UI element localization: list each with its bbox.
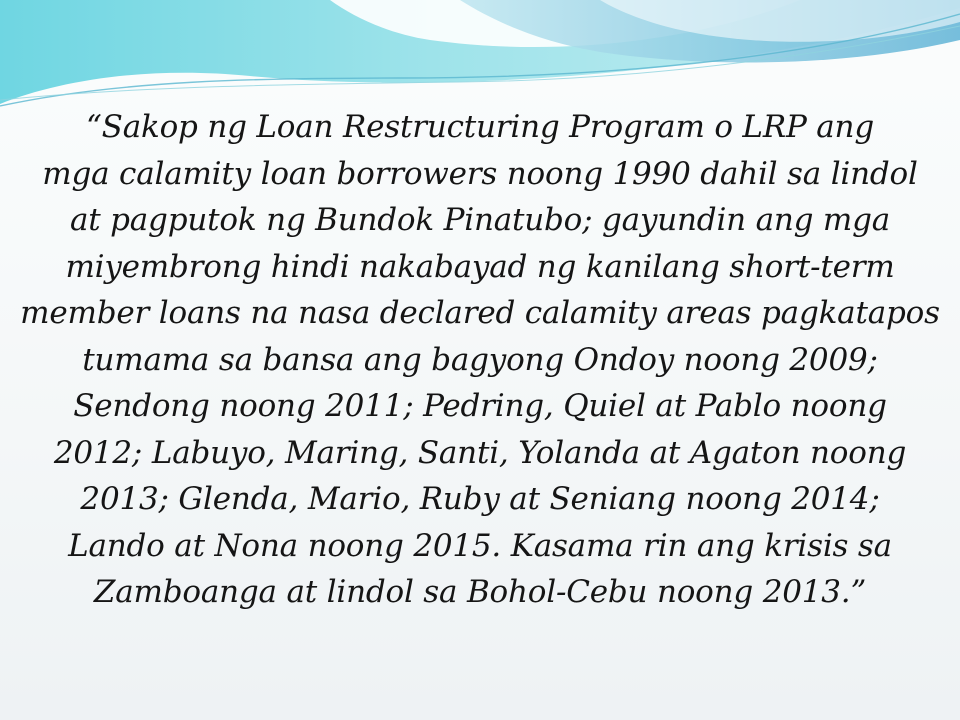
quote-line: miyembrong hindi nakabayad ng kanilang short-term (65, 248, 895, 285)
quote-line: member loans na nasa declared calamity areas pagkatapos (20, 295, 940, 331)
quote-line: “Sakop ng Loan Restructuring Program o LRP ang (86, 109, 874, 145)
header-wave-decoration (0, 0, 960, 120)
quote-line: at pagputok ng Bundok Pinatubo; gayundin ang mga (69, 202, 891, 238)
quote-line: Sendong noong 2011; Pedring, Quiel at Pablo noong (73, 388, 887, 424)
quote-line: mga calamity loan borrowers noong 1990 dahil sa lindol (42, 155, 918, 192)
quote-line: tumama sa bansa ang bagyong Ondoy noong 2009; (82, 341, 878, 378)
quote-line: 2013; Glenda, Mario, Ruby at Seniang noong 2014; (80, 481, 880, 517)
quote-line: Lando at Nona noong 2015. Kasama rin ang krisis sa (68, 527, 892, 564)
quote-text (20, 104, 940, 616)
quote-line: 2012; Labuyo, Maring, Santi, Yolanda at Agaton noong (53, 434, 907, 471)
quote-line: Zamboanga at lindol sa Bohol-Cebu noong 2013.” (93, 574, 867, 610)
